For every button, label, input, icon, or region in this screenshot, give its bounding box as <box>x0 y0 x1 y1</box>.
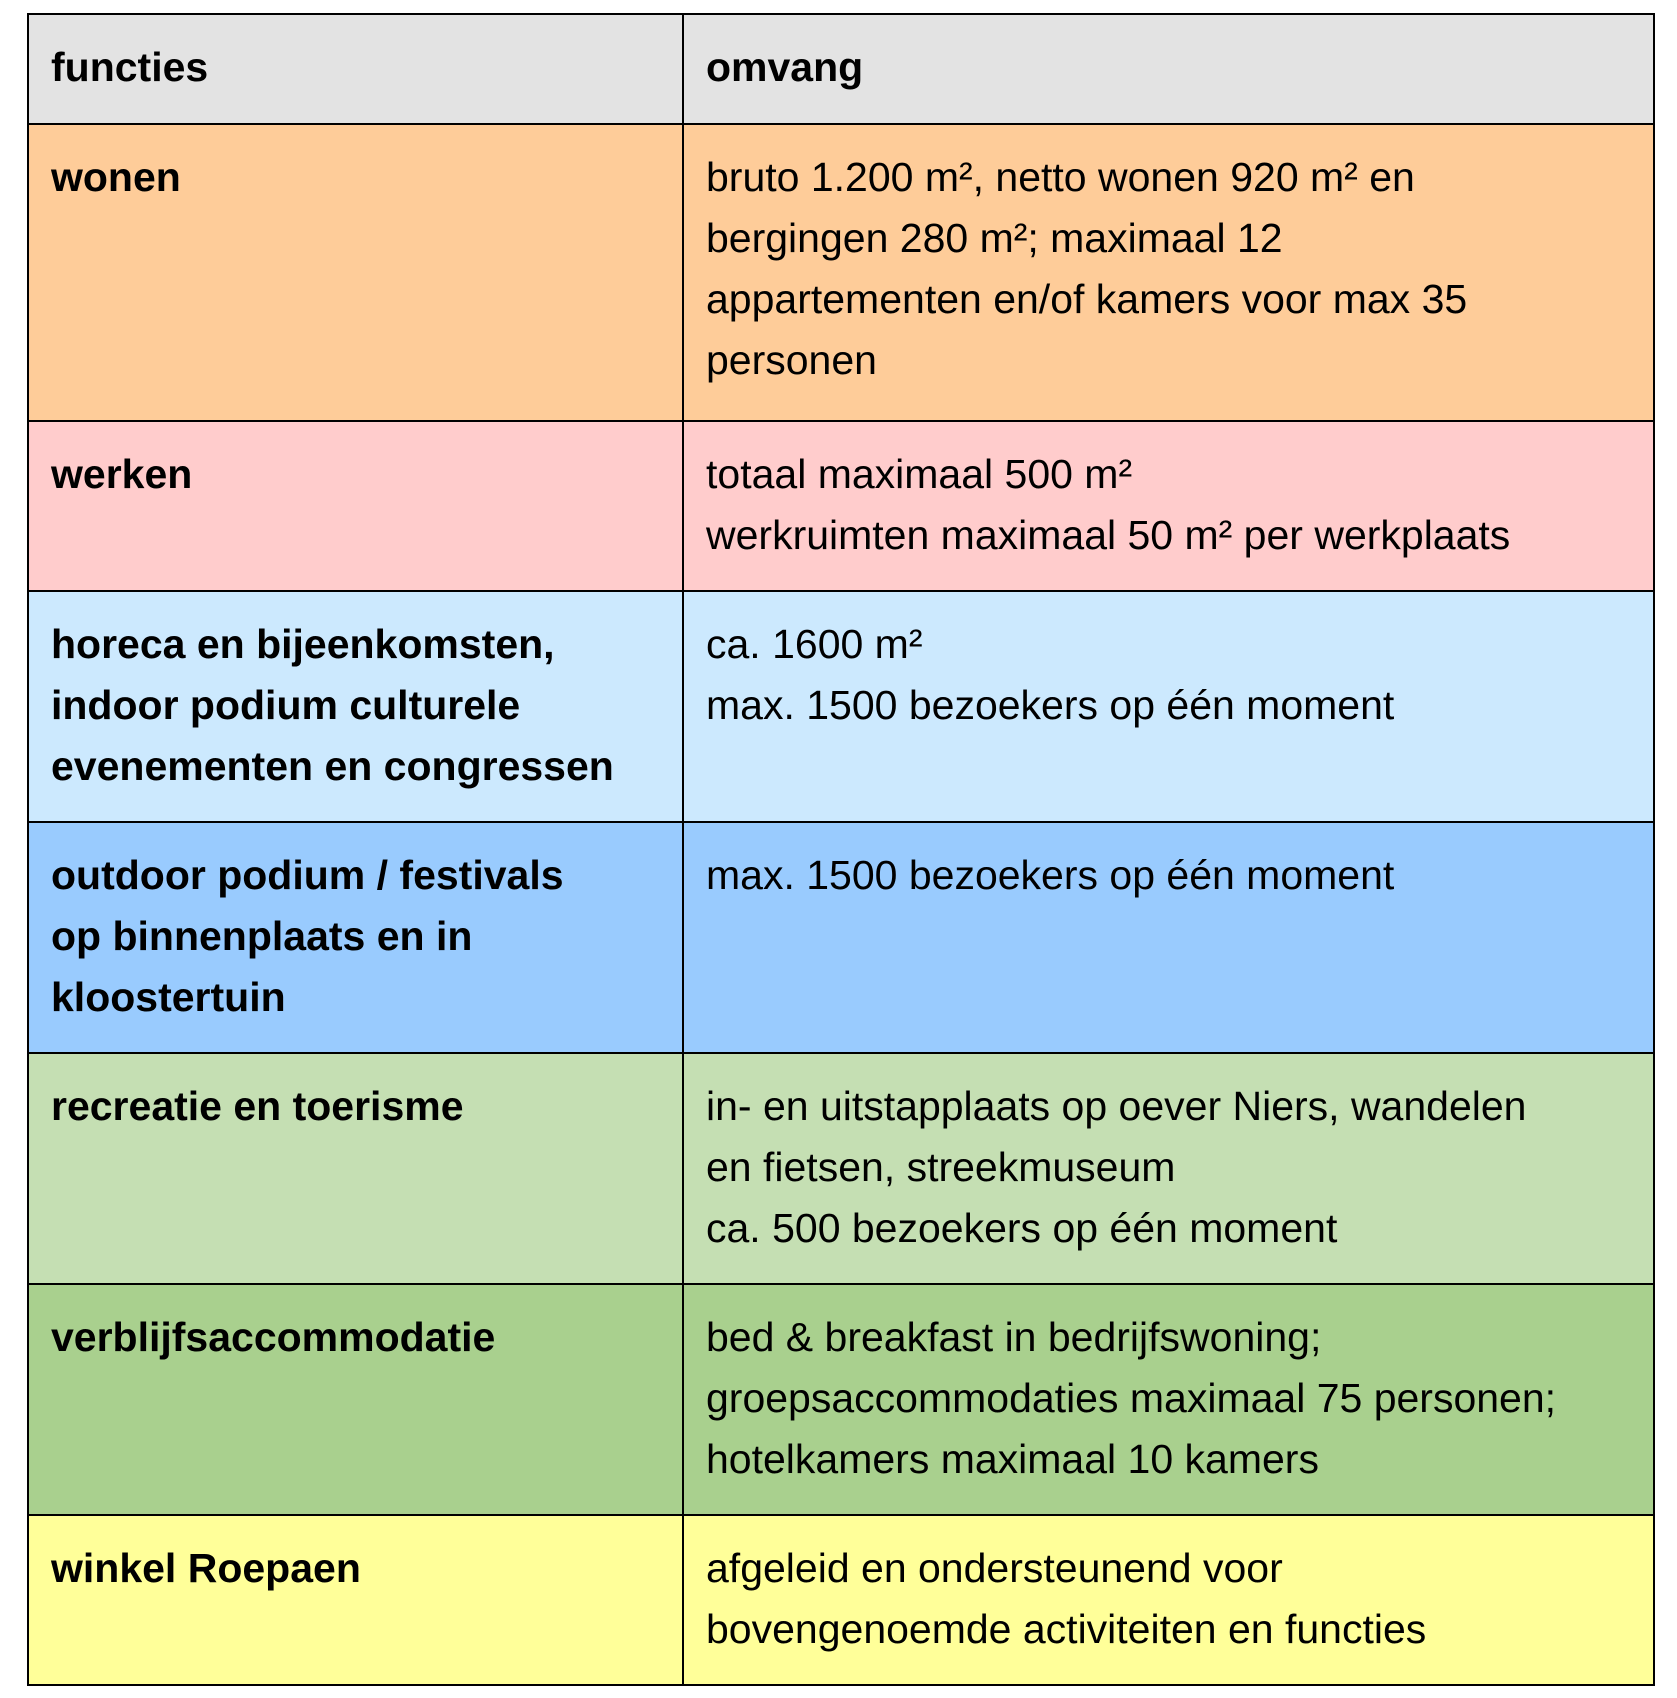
functie-cell <box>28 1284 683 1515</box>
table-row-werken <box>28 421 1654 591</box>
functie-cell <box>28 591 683 822</box>
omvang-line: hotelkamers maximaal 10 kamers <box>706 1436 1319 1482</box>
omvang-cell <box>683 124 1654 421</box>
omvang-cell <box>683 421 1654 591</box>
functie-cell <box>28 822 683 1053</box>
omvang-line: afgeleid en ondersteunend voor <box>706 1545 1283 1591</box>
functie-line: indoor podium culturele <box>51 682 521 728</box>
omvang-line: ca. 500 bezoekers op één moment <box>706 1205 1338 1251</box>
functions-table <box>27 13 1655 1686</box>
table-row-horeca <box>28 591 1654 822</box>
functie-line: horeca en bijeenkomsten, <box>51 621 555 667</box>
table-row-recreatie <box>28 1053 1654 1284</box>
header-omvang: omvang <box>683 14 1654 124</box>
omvang-line: in- en uitstapplaats op oever Niers, wandelen <box>706 1083 1527 1129</box>
omvang-line: en fietsen, streekmuseum <box>706 1144 1176 1190</box>
omvang-line: groepsaccommodaties maximaal 75 personen; <box>706 1375 1557 1421</box>
functie-cell <box>28 1053 683 1284</box>
functie-line: outdoor podium / festivals <box>51 852 564 898</box>
functie-line: wonen <box>51 154 181 200</box>
omvang-line: ca. 1600 m² <box>706 621 923 667</box>
omvang-line: appartementen en/of kamers voor max 35 <box>706 276 1468 322</box>
functie-cell <box>28 1515 683 1685</box>
functie-line: winkel Roepaen <box>51 1545 361 1591</box>
table-header-row <box>28 14 1654 124</box>
omvang-cell <box>683 1053 1654 1284</box>
omvang-line: max. 1500 bezoekers op één moment <box>706 682 1395 728</box>
table-row-outdoor <box>28 822 1654 1053</box>
functie-cell <box>28 421 683 591</box>
header-functies: functies <box>28 14 683 124</box>
functie-line: recreatie en toerisme <box>51 1083 464 1129</box>
functie-cell <box>28 124 683 421</box>
functie-line: op binnenplaats en in <box>51 913 473 959</box>
omvang-line: personen <box>706 337 877 383</box>
functie-line: werken <box>51 451 193 497</box>
omvang-cell <box>683 1284 1654 1515</box>
omvang-cell <box>683 1515 1654 1685</box>
table-row-verblijf <box>28 1284 1654 1515</box>
omvang-cell <box>683 822 1654 1053</box>
omvang-line: bed & breakfast in bedrijfswoning; <box>706 1314 1322 1360</box>
omvang-line: bruto 1.200 m², netto wonen 920 m² en <box>706 154 1415 200</box>
table-row-wonen <box>28 124 1654 421</box>
omvang-cell <box>683 591 1654 822</box>
omvang-line: totaal maximaal 500 m² <box>706 451 1133 497</box>
functie-line: verblijfsaccommodatie <box>51 1314 496 1360</box>
functie-line: kloostertuin <box>51 974 286 1020</box>
omvang-line: max. 1500 bezoekers op één moment <box>706 852 1395 898</box>
omvang-line: werkruimten maximaal 50 m² per werkplaats <box>706 512 1511 558</box>
functie-line: evenementen en congressen <box>51 743 614 789</box>
omvang-line: bergingen 280 m²; maximaal 12 <box>706 215 1283 261</box>
omvang-line: bovengenoemde activiteiten en functies <box>706 1606 1427 1652</box>
table-row-winkel <box>28 1515 1654 1685</box>
